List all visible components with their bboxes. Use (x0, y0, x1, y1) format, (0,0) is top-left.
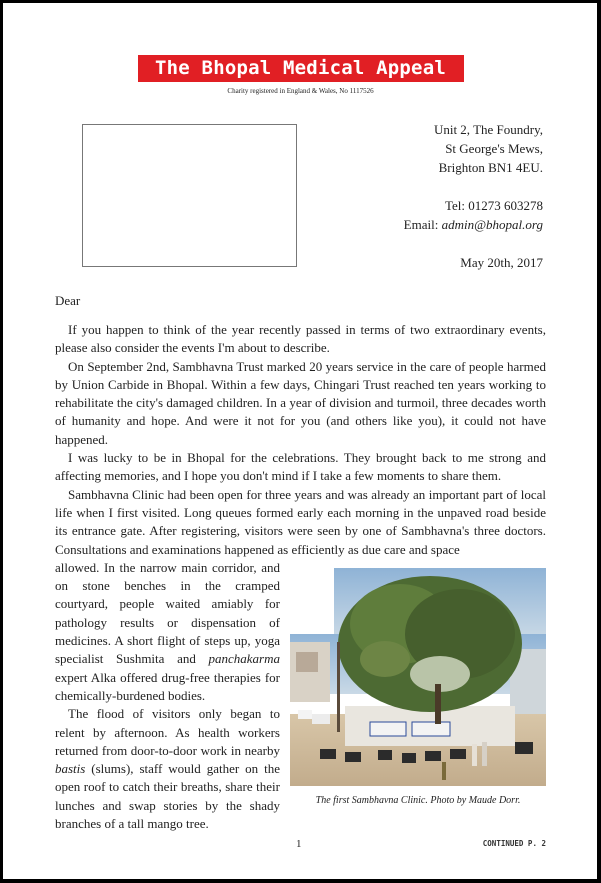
photo-figure (290, 564, 546, 807)
page-footer (55, 837, 546, 853)
paragraph: If you happen to think of the year recently passed in terms of two extraordinary events, please also consider the events I'm about to describe. (55, 322, 546, 356)
paragraph: I was lucky to be in Bhopal for the celebrations. They brought back to me strong and affecting memories, and I hope you don't mind if I take a few moments to share them. (55, 450, 546, 484)
salutation: Dear (55, 293, 81, 308)
photo-caption: The first Sambhavna Clinic. Photo by Maude Dorr. (315, 794, 521, 806)
letter-body (55, 321, 546, 833)
paragraph: Sambhavna Clinic had been open for three years and was already an important part of local life when I first visited. Long queues formed early each morning in the unpaved road beside its entrance gate. After registering, visitors were seen by one of Sambhavna's three doctors. Consultations and examinations happened as efficiently as due care and space (55, 486, 546, 557)
sender-contact-block (323, 120, 543, 272)
page-number: 1 (296, 838, 302, 851)
italic-term: bastis (55, 761, 86, 777)
email-link[interactable]: admin@bhopal.org (441, 217, 543, 232)
charity-registration: Charity registered in England & Wales, No 1117526 (227, 87, 374, 95)
recipient-address-window (82, 124, 297, 267)
masthead-banner: The Bhopal Medical Appeal (138, 55, 464, 82)
address-line-3: Brighton BN1 4EU. (438, 160, 543, 175)
clinic-photo (290, 564, 546, 792)
text-run: expert Alka offered drug-free therapies for chemically-burdened bodies. (55, 669, 280, 703)
telephone: Tel: 01273 603278 (444, 198, 543, 213)
continued-note: CONTINUED P. 2 (482, 839, 546, 849)
text-run: allowed. In the narrow main corridor, and on stone benches in the cramped courtyard, people waited amiably for pathology results or dispensation of medicines. A short flight of steps up, yoga specialist Sushmita and (55, 559, 280, 667)
italic-term: panchakarma (208, 651, 280, 667)
email-label: Email: (403, 217, 439, 232)
text-run: The flood of visitors only began to relent by afternoon. As health workers returned from door-to-door work in nearby (55, 706, 280, 758)
email-line (323, 215, 543, 234)
address-line-2: St George's Mews, (445, 141, 543, 156)
letter-header-row (55, 120, 546, 270)
text-run: (slums), staff would gather on the open roof to catch their breaths, share their lunches and swap stories by the shady branches of a tall mango tree. (55, 761, 280, 832)
letter-date: May 20th, 2017 (460, 255, 543, 270)
paragraph: On September 2nd, Sambhavna Trust marked 20 years service in the care of people harmed by Union Carbide in Bhopal. Within a few days, Chingari Trust reached ten years working to rehabilitate the city's damaged children. In a year of division and turmoil, three decades worth of humanity and hope. And were it not for you (and others like you), it could not have happened. (55, 358, 546, 447)
address-line-1: Unit 2, The Foundry, (433, 122, 543, 137)
